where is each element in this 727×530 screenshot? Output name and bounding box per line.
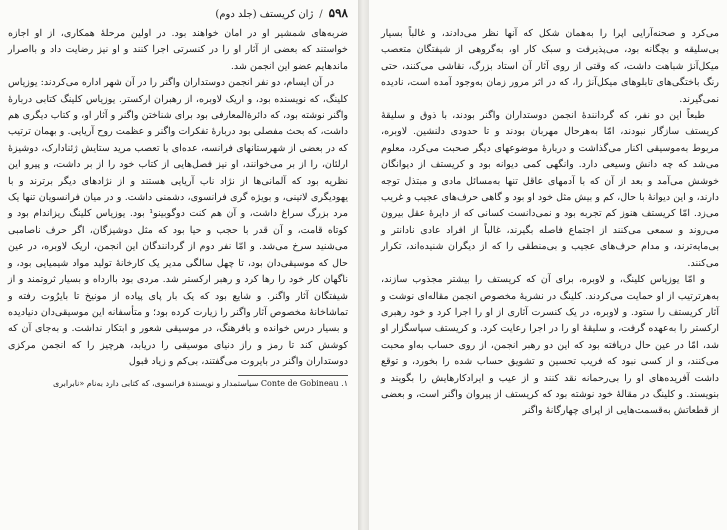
- right-page: [369, 0, 727, 530]
- paragraph: می‌کرد و صحنه‌آرایی اپرا را به‌همان شکل که آنها نظر می‌دادند، و غالباً بسیار بی‌سلیقه و بچگانه بود، می‌پذیرفت و سبک کار او، به‌گروهی از شیفتگان متعصب میکل‌آنژ شباهت داشت، که وقتی از روی آثار آن استاد بزرگ، نقاشی می‌کنند، حتی رنگ باختگی‌های تابلوهای میکل‌آنژ را، که در اثر مرور زمان به‌وجود آمده است، نادیده نمی‌گیرند.: [381, 28, 719, 105]
- running-title: ژان کریستف (جلد دوم): [215, 9, 314, 20]
- footnote: ۱. Conte de Gobineau سیاستمدار و نویسندهٔ فرانسوی، که کتابی دارد به‌نام «نابرابری: [52, 378, 348, 388]
- footnote-divider: [238, 375, 348, 376]
- paragraph: ضربه‌های شمشیر او در امان خواهند بود. در اولین مرحلهٔ همکاری، از او اجازه خواستند که بعضی از آثار او را در کنسرتی اجرا کنند و او نیز رضایت داد و بااصرار ماندهایم عضو این انجمن شد.: [8, 28, 348, 72]
- right-body-text: [381, 26, 719, 420]
- header-separator: /: [319, 9, 323, 20]
- page-number: ۵۹۸: [328, 6, 348, 20]
- paragraph: در آن ایسام، دو نفر انجمن دوستداران واگنر را در آن شهر اداره می‌کردند: یوزیاس کلینگ، که نویسنده بود، و اریک لاوبره، از رهبران ارکستر. یوزیاس کلینگ کتابی دربارهٔ واگنر نوشته بود، که دائرةالمعارفی بود برای شناختن واگنر و آثار او، و کتاب دیگری هم داشت، که بحث مفصلی بود دربارهٔ تفکرات واگنر و عظمت روح آریایی. و بهمان ترتیب که در بعضی از شهرستانهای فرانسه، عده‌ای با تعصب مرید ستایش ژئنادارک، دوشیزهٔ ارلئان، را از بر می‌خوانند، او نیز فصل‌هایی از کتاب خود را از بر داشت، و پیرو این نظریه بود که آلمانی‌ها از نژاد ناب آریایی هستند و از نژادهای دیگر برترند و با یهودیگری لاتینی، و بویژه گری فرانسوی، دشمنی داشت. و در میان فرانسویان تنها یک مرد بزرگ سراغ داشت، و آن هم کنت دوگوبینو¹ بود. یوزیاس کلینگ ریزاندام بود و کوتاه قامت، و آن قدر با حجب و حیا بود که مثل دوشیزگان، اگر حرف ناصامبی می‌شنید سرخ می‌شد. و امّا نفر دوم از گردانندگان این انجمن، اریک لاوبره، در عین حال که موسیقی‌دان بود، تا چهل سالگی مدیر یک کارخانهٔ تولید مواد شیمیایی بود، و ناگهان کار خود را رها کرد و رهبر ارکستر شد. مردی بود باارداه و بسیار ثروتمند و از شیفتگان آثار واگنر. و شایع بود که یک بار پای پیاده از مونیخ تا بایرُوت رفته و تماشاخانهٔ مخصوص آثار واگنر را زیارت کرده بود؛ و متأسفانه این موسیقی‌دان دنیادیده و بسیار درس خوانده و بافرهنگ، در موسیقی شعور و ابتکار نداشت. و به‌جای آن که کوشش کند تا رمز و راز دنیای موسیقی را دریابد، هرچیز را که انجمن مرکزی دوستداران واگنر در بایروت می‌گفتند، بی‌کم و زیاد قبول: [8, 77, 348, 368]
- left-page: [0, 0, 358, 530]
- paragraph: و امّا یوزیاس کلینگ، و لاوبره، برای آن که کریستف را بیشتر مجذوب سازند، به‌هرترتیب از او حمایت می‌کردند. کلینگ در نشریهٔ مخصوص انجمن مقاله‌ای نوشت و آثار کریستف را ستود. و لاوبره، در یک کنسرت آثاری از او را اجرا کرد و خود رهبری ارکستر را به‌عهده گرفت، و سلیقهٔ او را در اجرا رعایت کرد. و کریستف سپاسگزار او شد، امّا در عین حال دریافته بود که این دو رهبر انجمن، از روی حساب به‌او محبت می‌کنند، و از کسی نبود که فریب تحسین و تشویق حساب شده را بخورد، و توقع داشت آفریده‌های او را بی‌رحمانه نقد کنند و از عیب و ایرادکارهایش را بگویند و بنویسند. و کلینگ در مقالهٔ خود نوشته بود که کریستف از پیروان واگنر است، و بعضی از قطعاتش به‌قسمت‌هایی از اپرای چهارگانهٔ واگنر: [381, 274, 719, 417]
- page-header: [8, 6, 348, 26]
- book-gutter: [358, 0, 369, 530]
- left-body-text: [8, 26, 348, 371]
- paragraph: طبعاً این دو نفر، که گردانندهٔ انجمن دوستداران واگنر بودند، با ذوق و سلیقهٔ کریستف سازگار نبودند، امّا به‌هرحال مهربان بودند و تا حدودی دلنشین. لاوبره، مربوط به‌موسیقی اکنار می‌گذاشت و دربارهٔ موضوعهای دیگر صحبت می‌کرد، معلوم می‌شد که چه دانش وسیعی دارد. وانگهی کمی دیوانه بود و کریستف از دیوانگان خوشش می‌آمد و بعد از آن که با آدمهای عاقل تنها به‌مسائل مادی و مبتذل توجه دارند، و این دیوانهٔ با حال، کم و بیش مثل خود او بود و گاهی حرف‌های عجیب و غریب می‌زد. امّا کریستف هنوز کم تجربه بود و نمی‌دانست کسانی که از دایرهٔ عقل بیرون می‌روند و سمعی می‌کنند از اجتماع فاصله بگیرند، غالباً از افراد عادی نادانتر و بی‌مایه‌ترند، و مدام حرف‌های عجیب و بی‌منطقی را که از دیگران شنیده‌اند، تکرار می‌کنند.: [381, 110, 719, 269]
